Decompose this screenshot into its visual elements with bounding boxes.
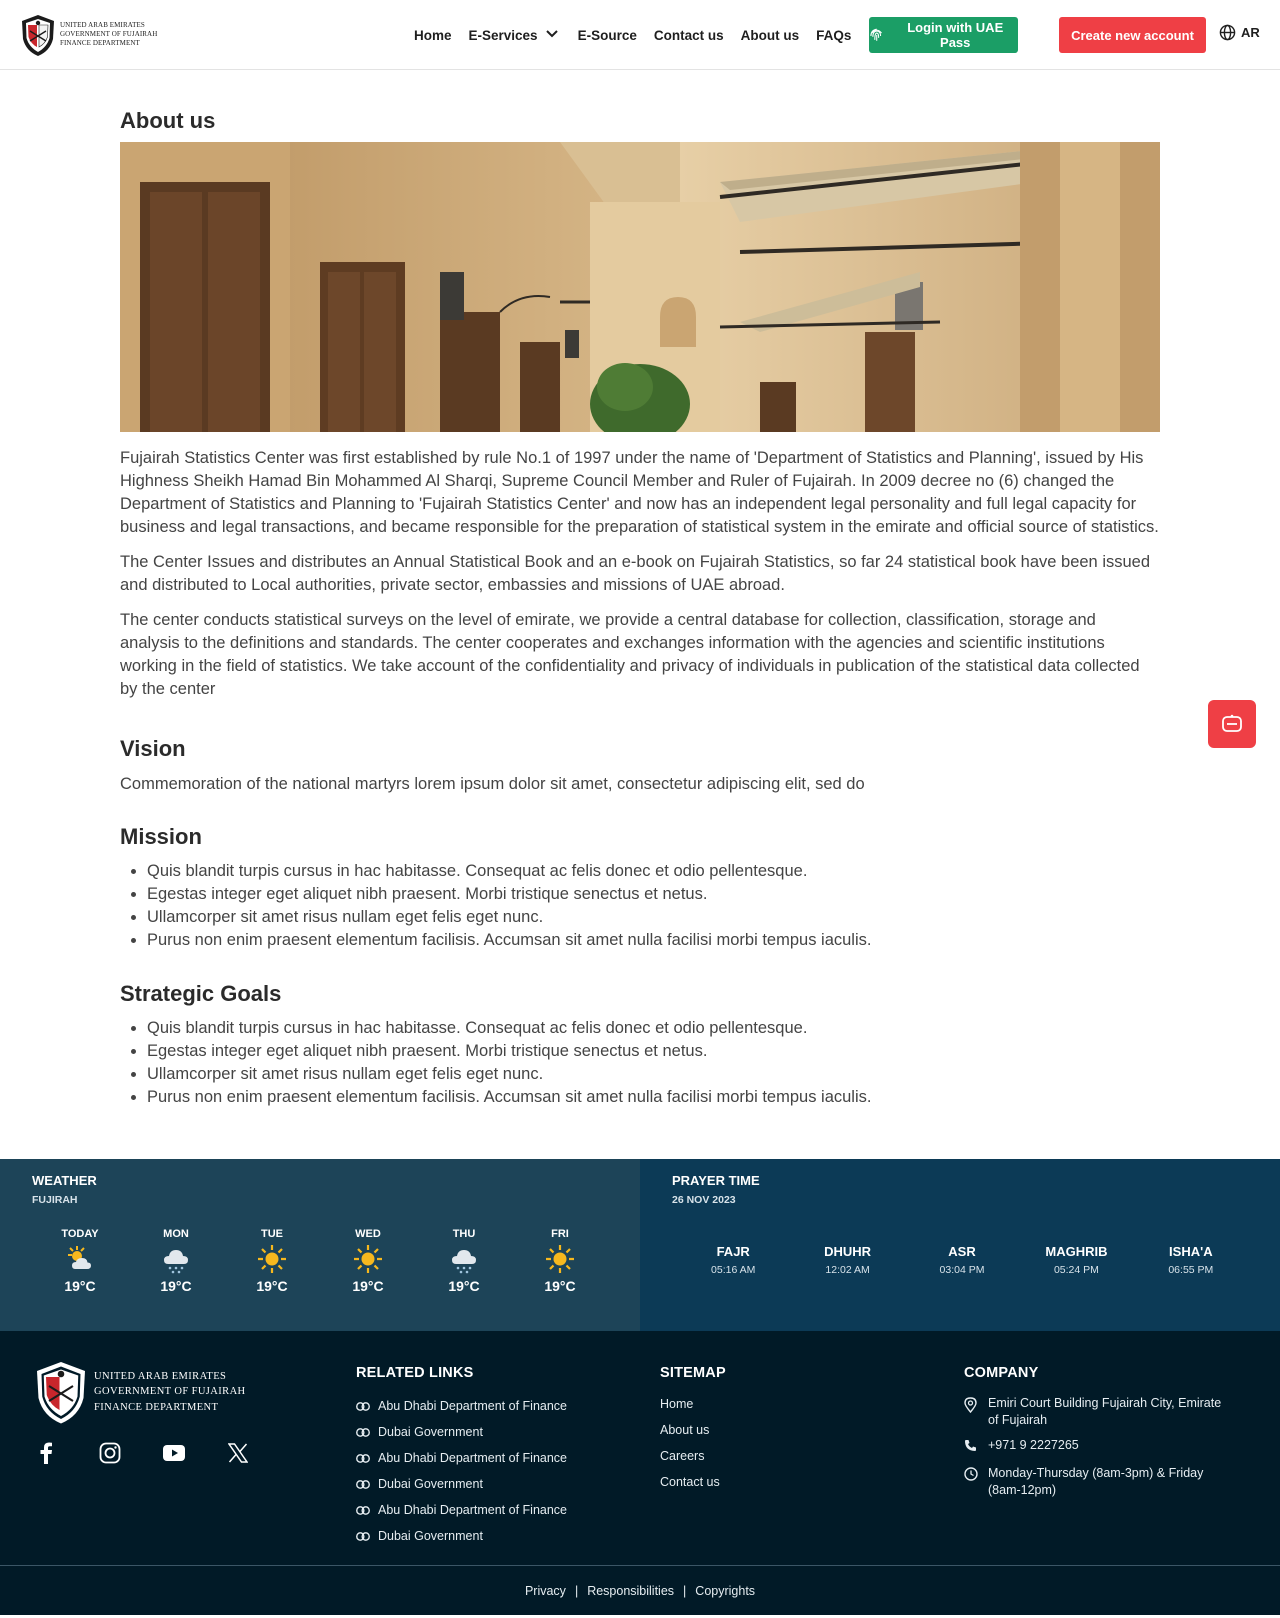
snow-cloud-icon [416, 1242, 512, 1276]
sitemap-heading: SITEMAP [660, 1365, 726, 1381]
company-phone[interactable]: +971 9 2227265 [964, 1437, 1234, 1457]
chatbot-button[interactable] [1208, 700, 1256, 748]
link-icon [356, 1454, 370, 1463]
globe-icon [1219, 24, 1236, 41]
strategic-goals-heading: Strategic Goals [120, 981, 282, 1006]
info-band [0, 1159, 1280, 1331]
nav-e-source[interactable]: E-Source [577, 27, 637, 43]
separator: | [574, 1583, 579, 1598]
snow-cloud-icon [128, 1242, 224, 1276]
company-hours: Monday-Thursday (8am-3pm) & Friday (8am-12pm) [964, 1465, 1234, 1499]
weather-day: TODAY 19°C [32, 1228, 128, 1294]
link-icon [356, 1428, 370, 1437]
footer-logo-text: UNITED ARAB EMIRATES GOVERNMENT OF FUJAIRAH FINANCE DEPARTMENT [94, 1370, 246, 1413]
list-item: • Egestas integer eget aliquet nibh praesent. Morbi tristique senectus et netus. [147, 1040, 1160, 1063]
about-paragraph: The center conducts statistical surveys on the level of emirate, we provide a central database for collection, classification, storage and analysis to the definitions and standards. The center cooperates and exchanges information with the agencies and scientific institutions working in the field of statistics. We take account of the confidentiality and privacy of individuals in publication of the statistical data collected by the center [120, 611, 1140, 698]
nav-contact-us[interactable]: Contact us [653, 27, 724, 43]
sun-icon [320, 1242, 416, 1276]
site-logo[interactable] [20, 13, 165, 57]
instagram-icon[interactable] [98, 1441, 122, 1465]
nav-about-us[interactable]: About us [740, 27, 800, 43]
social-links [34, 1441, 250, 1465]
weather-days [32, 1228, 608, 1294]
sitemap-link-careers[interactable]: Careers [660, 1449, 705, 1463]
chatbot-icon [1221, 714, 1243, 734]
partly-sunny-icon [32, 1242, 128, 1276]
related-links-column [356, 1365, 567, 1549]
location-pin-icon [964, 1397, 978, 1429]
sun-icon [512, 1242, 608, 1276]
weather-title: WEATHER [32, 1173, 97, 1188]
list-item: • Purus non enim praesent elementum facilisis. Accumsan sit amet nulla facilisi morbi tempus iaculis. [147, 929, 1160, 952]
language-switcher[interactable]: AR [1219, 24, 1260, 41]
mission-heading: Mission [120, 824, 202, 849]
login-uae-pass-button[interactable]: Login with UAE Pass [869, 17, 1018, 53]
mission-list [120, 860, 1160, 952]
prayer-item: DHUHR 12:02 AM [824, 1244, 872, 1276]
emblem-icon [20, 13, 56, 57]
weather-day: MON 19°C [128, 1228, 224, 1294]
sitemap-link-home[interactable]: Home [660, 1397, 694, 1411]
goals-list [120, 1017, 1160, 1109]
prayer-date: 26 NOV 2023 [672, 1194, 736, 1206]
footer-bottom-bar [0, 1565, 1280, 1615]
site-footer [0, 1331, 1280, 1565]
prayer-item: ASR 03:04 PM [939, 1244, 985, 1276]
prayer-item: ISHA'A 06:55 PM [1168, 1244, 1214, 1276]
weather-day: TUE 19°C [224, 1228, 320, 1294]
nav-e-services[interactable]: E-Services [469, 28, 558, 43]
link-icon [356, 1402, 370, 1411]
chevron-down-icon [546, 29, 558, 41]
related-links-heading: RELATED LINKS [356, 1365, 474, 1381]
prayer-panel [640, 1159, 1280, 1331]
related-link[interactable]: Dubai Government [356, 1419, 567, 1445]
responsibilities-link[interactable]: Responsibilities [587, 1583, 675, 1598]
related-link[interactable]: Abu Dhabi Department of Finance [356, 1497, 567, 1523]
related-link[interactable]: Abu Dhabi Department of Finance [356, 1445, 567, 1471]
list-item: • Quis blandit turpis cursus in hac habitasse. Consequat ac felis donec et odio pellentesque. [147, 1017, 1160, 1040]
weather-day: THU 19°C [416, 1228, 512, 1294]
alley-illustration [120, 142, 1160, 432]
page-title: About us [120, 108, 216, 133]
vision-text: Commemoration of the national martyrs lorem ipsum dolor sit amet, consectetur adipiscing elit, sed do [120, 775, 865, 793]
separator: | [683, 1583, 687, 1598]
nav-home[interactable]: Home [414, 27, 452, 43]
prayer-item: MAGHRIB 05:24 PM [1045, 1244, 1108, 1276]
related-link[interactable]: Dubai Government [356, 1523, 567, 1549]
copyrights-link[interactable]: Copyrights [695, 1583, 756, 1598]
list-item: • Ullamcorper sit amet risus nullam eget felis eget nunc. [147, 906, 1160, 929]
about-paragraph: The Center Issues and distributes an Annual Statistical Book and an e-book on Fujairah Statistics, so far 24 statistical book have been issued and distributed to Local authorities, private sector, embassies and missions of UAE abroad. [120, 553, 1151, 594]
logo-text: UNITED ARAB EMIRATES GOVERNMENT OF FUJAIRAH FINANCE DEPARTMENT [60, 21, 158, 47]
link-icon [356, 1506, 370, 1515]
link-icon [356, 1532, 370, 1541]
sun-icon [224, 1242, 320, 1276]
footer-logo[interactable] [34, 1359, 246, 1425]
sitemap-link-about-us[interactable]: About us [660, 1423, 710, 1437]
weather-panel [0, 1159, 640, 1331]
vision-heading: Vision [120, 736, 186, 761]
emblem-icon [34, 1359, 88, 1425]
sitemap-column [660, 1365, 726, 1495]
weather-day: WED 19°C [320, 1228, 416, 1294]
prayer-item: FAJR 05:16 AM [711, 1244, 756, 1276]
related-link[interactable]: Abu Dhabi Department of Finance [356, 1393, 567, 1419]
facebook-icon[interactable] [34, 1441, 58, 1465]
site-header [0, 0, 1280, 70]
hero-image [120, 142, 1160, 432]
youtube-icon[interactable] [162, 1441, 186, 1465]
list-item: • Purus non enim praesent elementum facilisis. Accumsan sit amet nulla facilisi morbi tempus iaculis. [147, 1086, 1160, 1109]
company-heading: COMPANY [964, 1365, 1039, 1381]
weather-location: FUJIRAH [32, 1194, 78, 1206]
about-paragraph: Fujairah Statistics Center was first established by rule No.1 of 1997 under the name of 'Department of Statistics and Planning', issued by His Highness Sheikh Hamad Bin Mohammed Al Sharqi, Supreme Council Member and Ruler of Fujairah. In 2009 decree no (6) changed the Department of Statistics and Planning to 'Fujairah Statistics Center' and now has an independent legal personality and full legal capacity for business and legal transactions, and became responsible for the preparation of statistical system in the emirate and official source of statistics. [120, 449, 1159, 536]
x-icon[interactable] [226, 1441, 250, 1465]
privacy-link[interactable]: Privacy [524, 1583, 566, 1598]
related-link[interactable]: Dubai Government [356, 1471, 567, 1497]
fingerprint-icon [869, 27, 884, 43]
company-column [964, 1365, 1234, 1507]
prayer-times [676, 1244, 1248, 1276]
list-item: • Egestas integer eget aliquet nibh praesent. Morbi tristique senectus et netus. [147, 883, 1160, 906]
main-content [0, 70, 1280, 1109]
clock-icon [964, 1467, 978, 1499]
nav-faqs[interactable]: FAQs [816, 27, 852, 43]
weather-day: FRI 19°C [512, 1228, 608, 1294]
prayer-title: PRAYER TIME [672, 1173, 760, 1188]
sitemap-link-contact-us[interactable]: Contact us [660, 1475, 720, 1489]
main-nav [414, 0, 868, 70]
link-icon [356, 1480, 370, 1489]
phone-icon [964, 1439, 978, 1457]
list-item: • Ullamcorper sit amet risus nullam eget felis eget nunc. [147, 1063, 1160, 1086]
list-item: • Quis blandit turpis cursus in hac habitasse. Consequat ac felis donec et odio pellentesque. [147, 860, 1160, 883]
company-address: Emiri Court Building Fujairah City, Emirate of Fujairah [964, 1395, 1234, 1429]
create-account-button[interactable]: Create new account [1059, 17, 1206, 53]
